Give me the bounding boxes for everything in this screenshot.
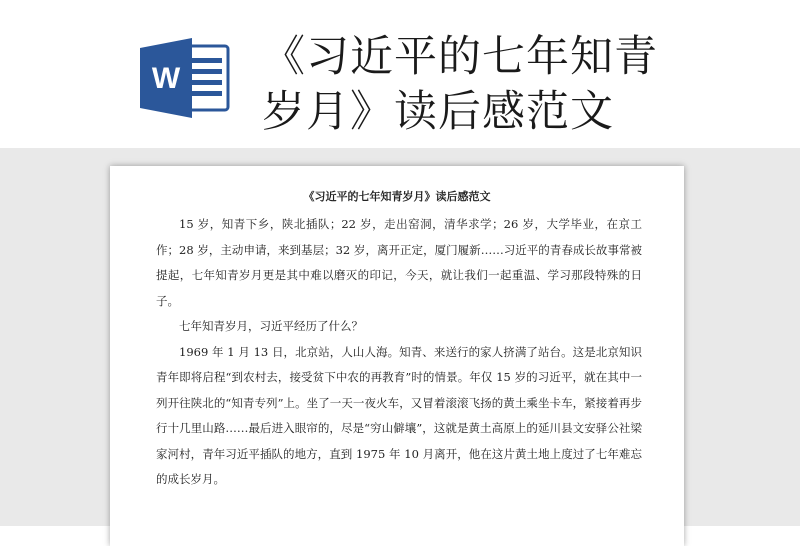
document-body xyxy=(156,212,642,493)
banner-title-line-2: 岁月》读后感范文 xyxy=(262,87,614,137)
paragraph: 15 岁，知青下乡，陕北插队；22 岁，走出窑洞，清华求学；26 岁，大学毕业，在京工作；28 岁，主动申请，来到基层；32 岁，离开正定，厦门履新……习近平的青春成长故事常被提起，七年知青岁月更是其中难以磨灭的印记，今天，就让我们一起重温、学习那段特殊的日子。 xyxy=(156,217,642,308)
banner-title xyxy=(262,30,782,140)
banner xyxy=(0,0,800,148)
paragraph: 七年知青岁月，习近平经历了什么？ xyxy=(179,319,363,333)
word-icon xyxy=(140,38,232,118)
paragraph: 1969 年 1 月 13 日，北京站，人山人海。知青、来送行的家人挤满了站台。这是北京知识青年即将启程“到农村去，接受贫下中农的再教育”时的情景。年仅 15 岁的习近平，就在其中一列开往陕北的“知青专列”上。坐了一天一夜火车，又冒着滚滚飞扬的黄土乘坐卡车，紧接着再步行十几里山路……最后进入眼帘的，尽是“穷山僻壤”，这就是黄土高原上的延川县文安驿公社梁家河村，青年习近平插队的地方，直到 1975 年 10 月离开，他在这片黄土地上度过了七年难忘的成长岁月。 xyxy=(156,344,642,486)
document-page xyxy=(110,166,684,546)
svg-text:W: W xyxy=(151,62,181,95)
document-title: 《习近平的七年知青岁月》读后感范文 xyxy=(303,190,491,203)
banner-title-line-1: 《习近平的七年知青 xyxy=(262,32,658,82)
